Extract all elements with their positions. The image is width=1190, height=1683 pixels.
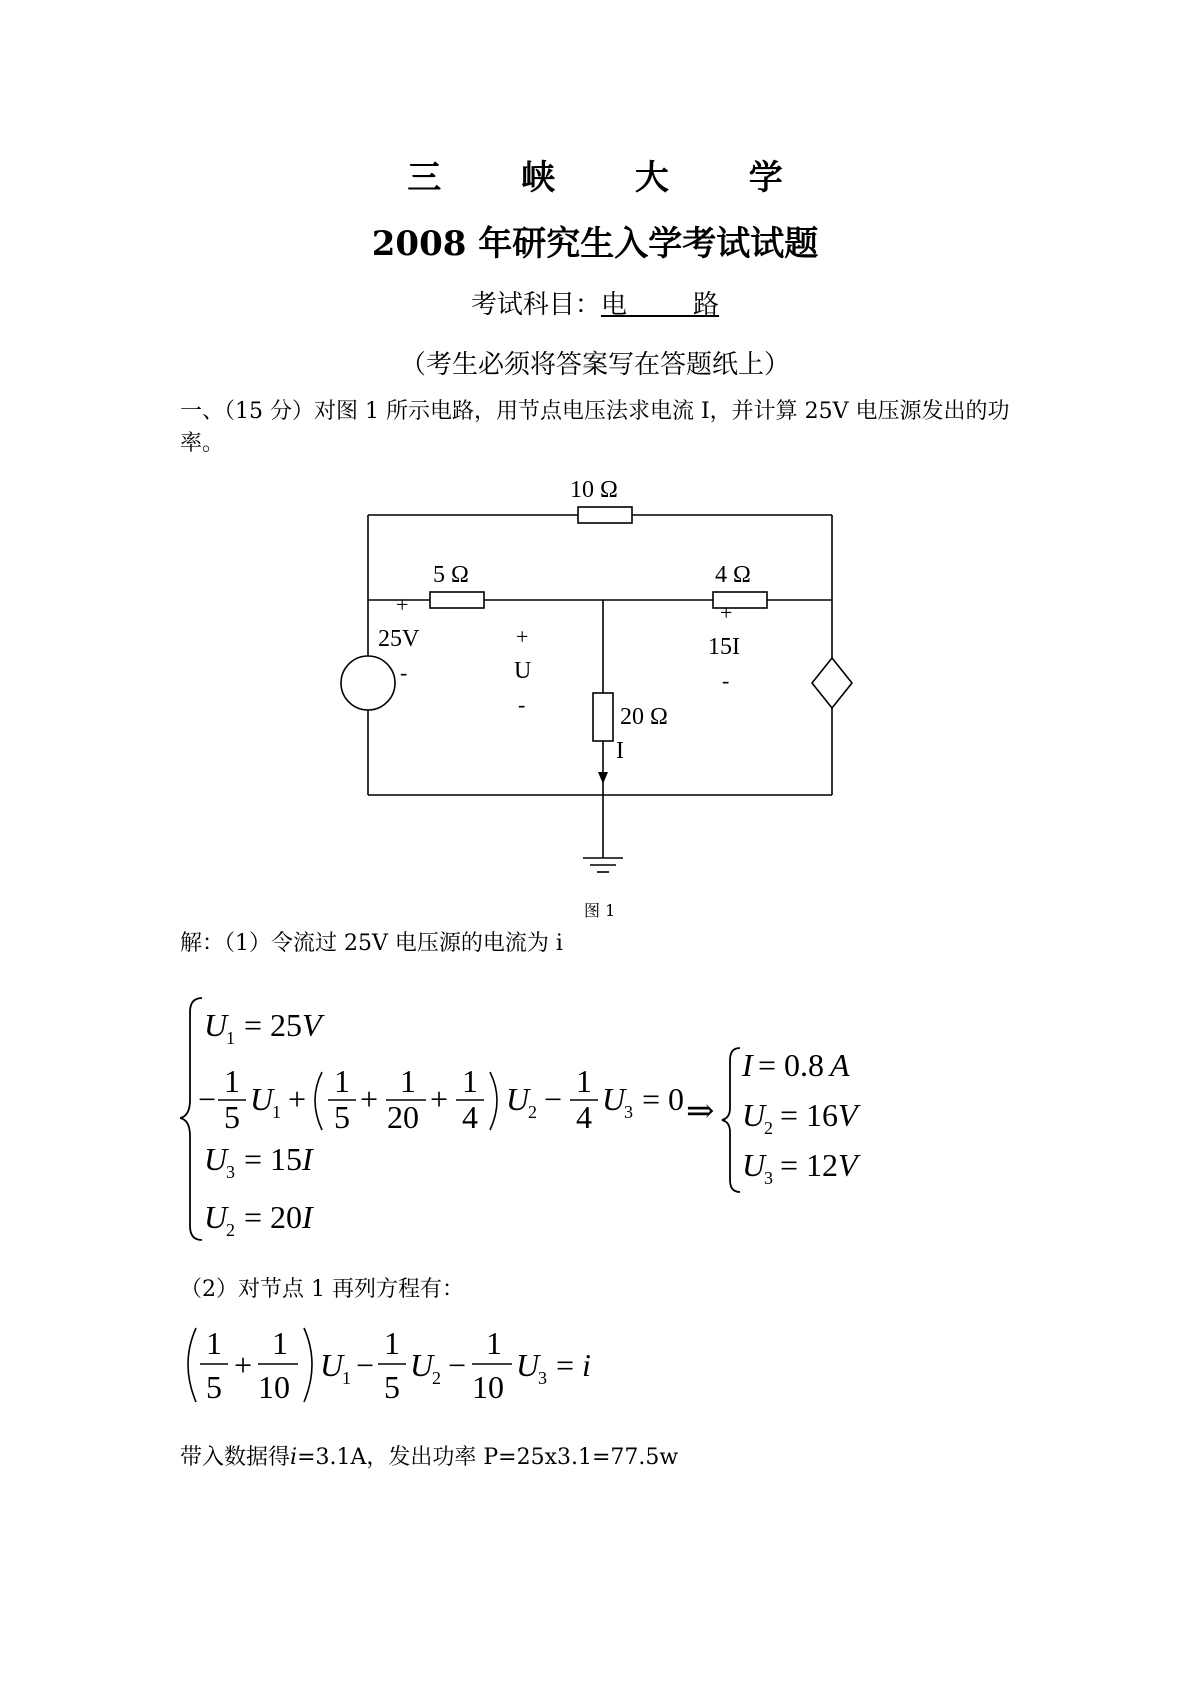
- svg-text:= 0: = 0: [642, 1081, 685, 1117]
- svg-text:U: U: [742, 1147, 766, 1183]
- svg-text:= 25: = 25: [244, 1007, 303, 1043]
- svg-text:⇒: ⇒: [686, 1093, 715, 1130]
- university-name: 三 峡 大 学: [407, 158, 817, 198]
- svg-text:2: 2: [764, 1118, 773, 1138]
- step3-variable: i: [290, 1445, 298, 1470]
- svg-text:3: 3: [764, 1168, 773, 1188]
- svg-text:10: 10: [258, 1369, 290, 1405]
- svg-text:+: +: [360, 1081, 379, 1117]
- svg-text:3: 3: [624, 1102, 633, 1122]
- svg-text:I: I: [742, 1047, 753, 1083]
- equation-system: [180, 990, 940, 1260]
- svg-text:U: U: [602, 1081, 626, 1117]
- svg-text:= 16: = 16: [780, 1097, 839, 1133]
- svg-text:U: U: [320, 1347, 344, 1383]
- svg-text:1: 1: [206, 1325, 222, 1361]
- svg-text:20: 20: [387, 1099, 419, 1135]
- source-plus: +: [396, 592, 409, 617]
- u-label: U: [514, 658, 532, 684]
- svg-text:5: 5: [224, 1099, 240, 1135]
- svg-text:V: V: [838, 1097, 858, 1133]
- svg-text:U: U: [204, 1199, 228, 1235]
- svg-text:−: −: [448, 1347, 467, 1383]
- svg-text:+: +: [288, 1081, 307, 1117]
- resistor-5-ohm: [430, 592, 484, 608]
- svg-text:1: 1: [384, 1325, 400, 1361]
- node1-equation: [180, 1316, 640, 1416]
- svg-text:1: 1: [576, 1063, 592, 1099]
- svg-text:2: 2: [226, 1220, 235, 1240]
- svg-text:1: 1: [400, 1063, 416, 1099]
- u-minus: -: [518, 692, 526, 717]
- svg-text:= 12: = 12: [780, 1147, 839, 1183]
- voltage-source-icon: [341, 656, 395, 710]
- svg-text:1: 1: [226, 1028, 235, 1048]
- svg-text:=: =: [556, 1347, 575, 1383]
- svg-text:U: U: [506, 1081, 530, 1117]
- step3-result: =3.1A，发出功率 P=25x3.1=77.5w: [297, 1445, 679, 1470]
- svg-text:2: 2: [432, 1368, 441, 1388]
- svg-text:= 15: = 15: [244, 1141, 303, 1177]
- svg-text:I: I: [302, 1199, 313, 1235]
- circuit-diagram: [320, 470, 880, 890]
- svg-text:V: V: [838, 1147, 858, 1183]
- svg-text:−: −: [198, 1081, 217, 1117]
- svg-text:U: U: [204, 1141, 228, 1177]
- figure-caption: 图 1: [584, 901, 616, 920]
- svg-text:i: i: [582, 1347, 591, 1383]
- label-r-top: 10 Ω: [570, 477, 618, 503]
- svg-text:+: +: [430, 1081, 449, 1117]
- svg-text:U: U: [516, 1347, 540, 1383]
- dep-plus: +: [720, 600, 733, 625]
- source-minus: -: [400, 660, 408, 685]
- dependent-source-icon: [812, 658, 852, 708]
- source-voltage-label: 25V: [378, 626, 420, 652]
- question-1-text: 一、（15 分）对图 1 所示电路，用节点电压法求电流 I，并计算 25V 电压源发出的功率。: [180, 399, 1010, 456]
- subject-value: 电 路: [600, 290, 720, 320]
- svg-text:5: 5: [206, 1369, 222, 1405]
- svg-text:10: 10: [472, 1369, 504, 1405]
- svg-text:−: −: [544, 1081, 563, 1117]
- svg-text:U: U: [742, 1097, 766, 1133]
- svg-text:4: 4: [462, 1099, 478, 1135]
- svg-text:4: 4: [576, 1099, 592, 1135]
- u-plus: +: [516, 624, 529, 649]
- label-r-right: 4 Ω: [715, 562, 751, 588]
- exam-subject: [0, 284, 1190, 321]
- svg-text:3: 3: [538, 1368, 547, 1388]
- label-r-left: 5 Ω: [433, 562, 469, 588]
- current-arrow-icon: [598, 772, 608, 784]
- svg-text:I: I: [302, 1141, 313, 1177]
- svg-text:5: 5: [334, 1099, 350, 1135]
- svg-text:+: +: [234, 1347, 253, 1383]
- exam-title: 2008 年研究生入学考试试题: [371, 224, 819, 264]
- dep-minus: -: [722, 668, 730, 693]
- svg-text:U: U: [250, 1081, 274, 1117]
- svg-text:= 0.8: = 0.8: [758, 1047, 825, 1083]
- resistor-20-ohm: [593, 693, 613, 741]
- svg-text:2: 2: [528, 1102, 537, 1122]
- svg-text:5: 5: [384, 1369, 400, 1405]
- svg-text:= 20: = 20: [244, 1199, 303, 1235]
- svg-text:1: 1: [342, 1368, 351, 1388]
- resistor-10-ohm: [578, 507, 632, 523]
- svg-text:1: 1: [462, 1063, 478, 1099]
- solution-step-2: （2）对节点 1 再列方程有：: [180, 1277, 464, 1302]
- svg-text:−: −: [356, 1347, 375, 1383]
- svg-text:1: 1: [272, 1325, 288, 1361]
- svg-text:1: 1: [224, 1063, 240, 1099]
- svg-text:V: V: [302, 1007, 322, 1043]
- label-r-mid: 20 Ω: [620, 704, 668, 730]
- svg-text:A: A: [830, 1047, 850, 1083]
- svg-text:1: 1: [272, 1102, 281, 1122]
- subject-label: 考试科目：: [470, 290, 601, 320]
- step3-prefix: 带入数据得: [180, 1445, 291, 1470]
- solution-step-1: 解：（1）令流过 25V 电压源的电流为 i: [180, 931, 563, 956]
- svg-text:3: 3: [226, 1162, 235, 1182]
- svg-text:U: U: [410, 1347, 434, 1383]
- svg-text:1: 1: [334, 1063, 350, 1099]
- svg-text:1: 1: [486, 1325, 502, 1361]
- exam-instruction: （考生必须将答案写在答题纸上）: [399, 350, 790, 380]
- svg-text:U: U: [204, 1007, 228, 1043]
- dep-source-label: 15I: [708, 634, 740, 660]
- current-label: I: [616, 738, 624, 764]
- solution-step-3: [180, 1440, 678, 1471]
